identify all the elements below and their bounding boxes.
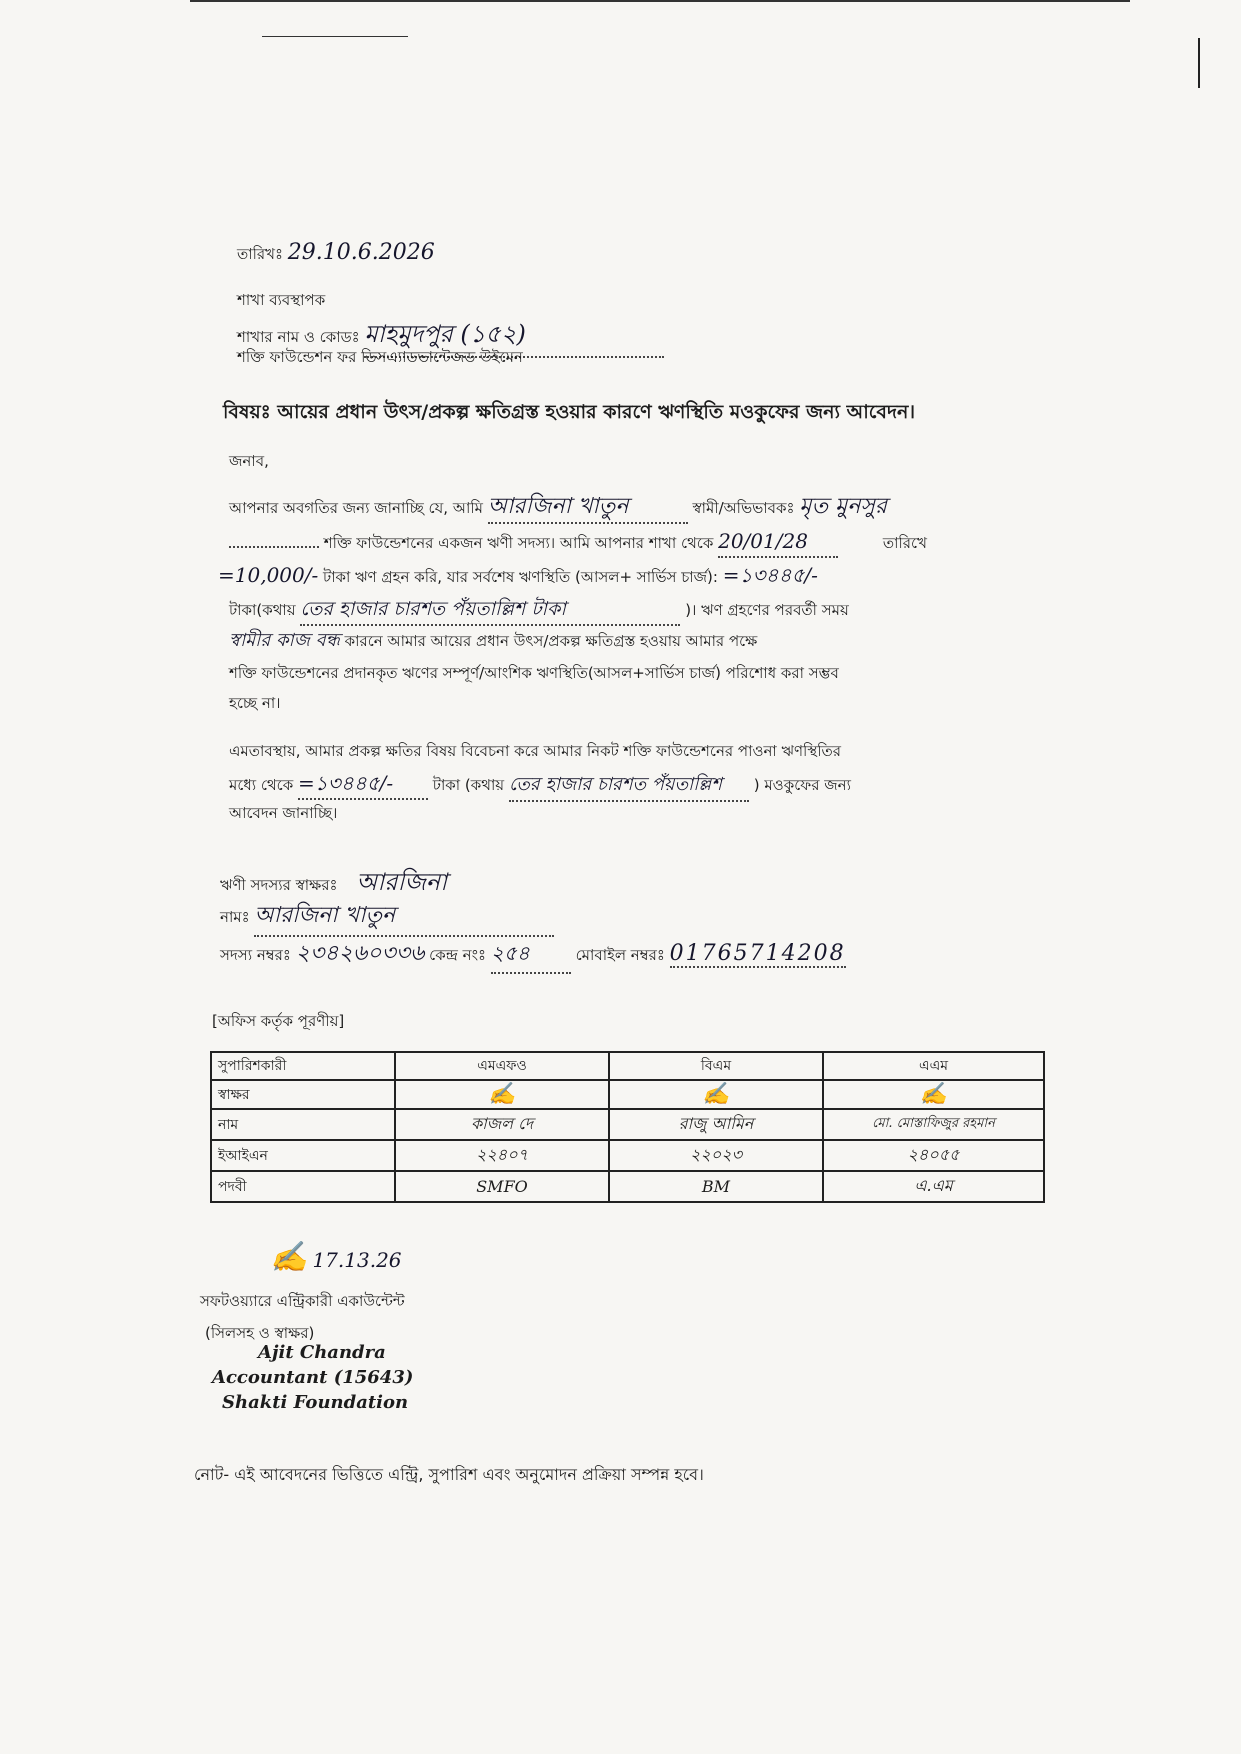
recipient-title: শাখা ব্যবস্থাপক [237, 291, 326, 309]
para1-text-c: টাকা ঋণ গ্রহন করি, যার সর্বশেষ ঋণস্থিতি (আসল+ সার্ভিস চার্জ): [323, 568, 718, 586]
table-cell: SMFO [395, 1171, 609, 1202]
header-cell-recommender: সুপারিশকারী [211, 1052, 395, 1080]
para1-text-b: শক্তি ফাউন্ডেশনের একজন ঋণী সদস্য। আমি আপনার শাখা থেকে [323, 534, 714, 552]
guardian-field: মৃত মুনসুর [799, 494, 887, 519]
date-value: 29.10.6.2026 [287, 240, 435, 265]
signature-cell-am [823, 1080, 1044, 1109]
seal-title: Accountant (15643) [212, 1367, 414, 1388]
salutation: জনাব, [229, 452, 269, 470]
signature-mark: ✍ [702, 1082, 730, 1107]
row-label: ইআইএন [211, 1140, 395, 1171]
center-value: ২৫৪ [491, 939, 571, 974]
guardian-label: স্বামী/অভিভাবকঃ [692, 499, 795, 517]
para1-line6: শক্তি ফাউন্ডেশনের প্রদানকৃত ঋণের সম্পূর্ণ/আংশিক ঋণস্থিতি(আসল+সার্ভিস চার্জ) পরিশোধ করা সম্ভব [229, 664, 839, 682]
para2-text-b: মধ্যে থেকে [229, 776, 294, 794]
table-cell: BM [609, 1171, 823, 1202]
outstanding-field: =১৩৪৪৫/- [722, 563, 818, 587]
blank-dots [229, 546, 319, 548]
office-table [210, 1051, 1045, 1203]
member-sign-label: ঋণী সদস্যর স্বাক্ষরঃ [220, 876, 338, 894]
header-cell-am: এএম [823, 1052, 1044, 1080]
para1-line1 [229, 492, 887, 524]
para2-text-c: টাকা (কথায় [432, 776, 505, 794]
para1-text-a: আপনার অবগতির জন্য জানাচ্ছি যে, আমি [229, 499, 483, 517]
taka-words-label: টাকা(কথায় [229, 601, 296, 619]
seal-org: Shakti Foundation [222, 1392, 409, 1413]
row-label: পদবী [211, 1171, 395, 1202]
accountant-entry-label: সফটওয়্যারে এন্ট্রিকারী একাউন্টেন্ট [200, 1292, 405, 1310]
table-cell: ২২০২৩ [609, 1140, 823, 1171]
para1-line3 [218, 560, 818, 592]
org-name: শক্তি ফাউন্ডেশন ফর ডিসএ্যাডভান্টেজড উইমেন [237, 348, 523, 366]
date-label: তারিখঃ [237, 245, 283, 263]
top-border-line [190, 0, 1130, 2]
table-row-designation [211, 1171, 1044, 1202]
member-no-value: ২৩৪২৬০৩৩৬ [295, 941, 425, 966]
center-label: কেন্দ্র নংঃ [429, 946, 487, 964]
office-section-label: [অফিস কর্তৃক পূরণীয়] [212, 1012, 345, 1030]
date-row [237, 240, 435, 268]
accountant-sign-date: 17.13.26 [312, 1248, 402, 1272]
mobile-label: মোবাইল নম্বরঃ [575, 946, 665, 964]
table-row-ein [211, 1140, 1044, 1171]
right-margin-mark [1198, 38, 1200, 88]
para2-line3: আবেদন জানাচ্ছি। [229, 804, 338, 822]
member-name-value: আরজিনা খাতুন [254, 898, 554, 937]
table-cell: মো. মোস্তাফিজুর রহমান [823, 1109, 1044, 1140]
branch-label: শাখার নাম ও কোডঃ [237, 328, 360, 346]
row-label: নাম [211, 1109, 395, 1140]
para1-line2 [229, 526, 927, 558]
table-cell: রাজু আমিন [609, 1109, 823, 1140]
table-cell: এ.এম [823, 1171, 1044, 1202]
table-cell: ২৪০৫৫ [823, 1140, 1044, 1171]
header-cell-mfo: এমএফও [395, 1052, 609, 1080]
signature-mark: ✍ [488, 1082, 516, 1107]
footer-note: নোট- এই আবেদনের ভিত্তিতে এন্ট্রি, সুপারিশ এবং অনুমোদন প্রক্রিয়া সম্পন্ন হবে। [194, 1465, 704, 1484]
signature-mark: ✍ [919, 1082, 948, 1107]
member-ids-row [220, 936, 846, 974]
para1-line5 [229, 626, 757, 656]
para1-text-d: )। ঋণ গ্রহণের পরবর্তী সময় [685, 601, 849, 619]
subject-line: বিষয়ঃ আয়ের প্রধান উৎস/প্রকল্প ক্ষতিগ্রস্ত হওয়ার কারণে ঋণস্থিতি মওকুফের জন্য আবেদন। [223, 401, 916, 423]
header-cell-bm: বিএম [609, 1052, 823, 1080]
top-short-line [262, 36, 408, 37]
member-no-label: সদস্য নম্বরঃ [220, 946, 291, 964]
para1-line4 [229, 594, 849, 626]
waive-amount-field: =১৩৪৪৫/- [298, 768, 428, 800]
loan-date-field: 20/01/28 [718, 526, 838, 558]
seal-name: Ajit Chandra [258, 1342, 386, 1363]
accountant-signature-icon: ✍ [270, 1240, 308, 1275]
table-row-signature [211, 1080, 1044, 1109]
signature-cell-bm [609, 1080, 823, 1109]
accountant-seal [212, 1340, 413, 1415]
date-word: তারিখে [882, 534, 927, 552]
waive-words-field: তের হাজার চারশত পঁয়তাল্লিশ [509, 770, 749, 802]
loan-amount-field: =10,000/- [218, 563, 319, 587]
branch-value: মাহমুদপুর (১৫২) [364, 316, 664, 358]
para1-text-e: কারনে আমার আয়ের প্রধান উৎস/প্রকল্প ক্ষতিগ্রস্ত হওয়ায় আমার পক্ষে [344, 632, 758, 650]
member-name-label: নামঃ [220, 908, 250, 926]
mobile-value: 01765714208 [669, 941, 846, 966]
para2-line2 [229, 768, 851, 802]
para1-line7: হচ্ছে না। [229, 694, 281, 712]
member-signature: আরজিনা [356, 868, 448, 896]
reason-field: স্বামীর কাজ বন্ধ [229, 630, 340, 651]
accountant-seal-label: (সিলসহ ও স্বাক্ষর) [205, 1324, 315, 1342]
member-name-row [220, 898, 554, 937]
row-label: স্বাক্ষর [211, 1080, 395, 1109]
signature-cell-mfo [395, 1080, 609, 1109]
table-header-row [211, 1052, 1044, 1080]
para2-text-d: ) মওকুফের জন্য [753, 776, 851, 794]
para2-line1: এমতাবস্থায়, আমার প্রকল্প ক্ষতির বিষয় বিবেচনা করে আমার নিকট শক্তি ফাউন্ডেশনের পাওনা ঋণস্থিতির [229, 742, 842, 760]
table-cell: ২২৪০৭ [395, 1140, 609, 1171]
member-name-field: আরজিনা খাতুন [488, 492, 688, 524]
amount-words-field: তের হাজার চারশত পঁয়তাল্লিশ টাকা [300, 594, 680, 626]
table-row-name [211, 1109, 1044, 1140]
accountant-signature-row [270, 1240, 402, 1275]
table-cell: কাজল দে [395, 1109, 609, 1140]
